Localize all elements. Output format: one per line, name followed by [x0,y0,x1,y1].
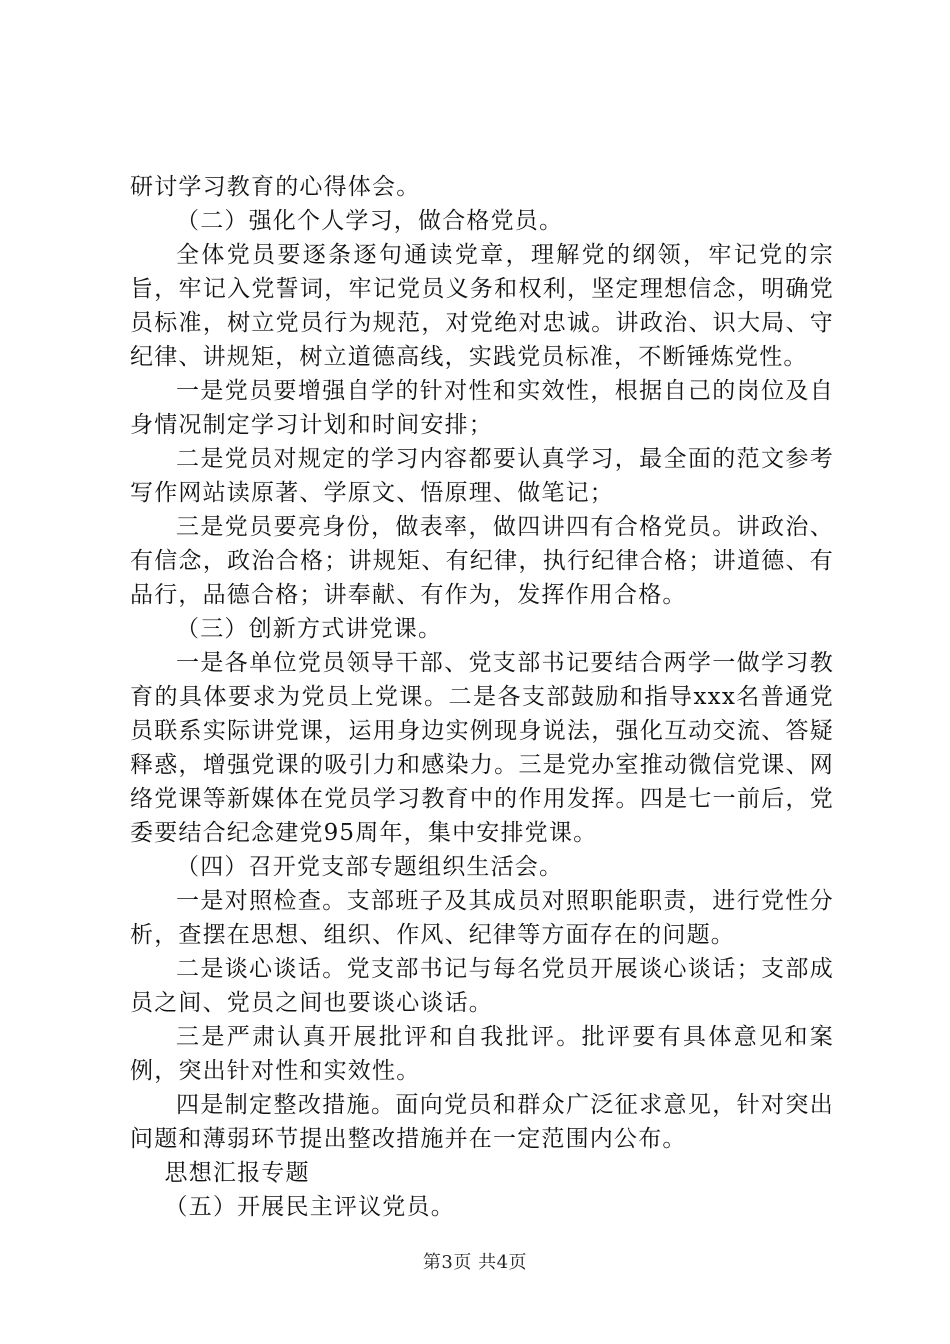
paragraph-11: 二是谈心谈话。党支部书记与每名党员开展谈心谈话；支部成员之间、党员之间也要谈心谈话。 [130,956,834,1016]
topic-label: 思想汇报专题 [164,1160,310,1186]
paragraph-8: 一是各单位党员领导干部、党支部书记要结合两学一做学习教育的具体要求为党员上党课。二是各支部鼓励和指导xxx名普通党员联系实际讲党课，运用身边实例现身说法，强化互动交流、答疑释惑，增强党课的吸引力和感染力。三是党办室推动微信党课、网络党课等新媒体在党员学习教育中的作用发挥。四是七一前后，党委要结合纪念建党95周年，集中安排党课。 [130,650,834,846]
paragraph-5: 二是党员对规定的学习内容都要认真学习，最全面的范文参考写作网站读原著、学原文、悟原理、做笔记； [130,446,834,506]
paragraph-6: 三是党员要亮身份，做表率，做四讲四有合格党员。讲政治、有信念，政治合格；讲规矩、有纪律，执行纪律合格；讲道德、有品行，品德合格；讲奉献、有作为，发挥作用合格。 [130,514,834,608]
page-number-footer: 第3页 共4页 [422,1252,528,1273]
paragraph-3: 全体党员要逐条逐句通读党章，理解党的纲领，牢记党的宗旨，牢记入党誓词，牢记党员义务和权利，坚定理想信念，明确党员标准，树立党员行为规范，对党绝对忠诚。讲政治、识大局、守纪律、讲规矩，树立道德高线，实践党员标准，不断锤炼党性。 [130,242,834,370]
section-heading-5: （五）开展民主评议党员。 [164,1194,455,1220]
paragraph-1: 研讨学习教育的心得体会。 [130,174,421,200]
paragraph-4: 一是党员要增强自学的针对性和实效性，根据自己的岗位及自身情况制定学习计划和时间安排； [130,378,834,438]
paragraph-12: 三是严肃认真开展批评和自我批评。批评要有具体意见和案例，突出针对性和实效性。 [130,1024,834,1084]
section-heading-4: （四）召开党支部专题组织生活会。 [176,854,564,880]
paragraph-10: 一是对照检查。支部班子及其成员对照职能职责，进行党性分析，查摆在思想、组织、作风、纪律等方面存在的问题。 [130,888,834,948]
paragraph-13: 四是制定整改措施。面向党员和群众广泛征求意见，针对突出问题和薄弱环节提出整改措施并在一定范围内公布。 [130,1092,834,1152]
section-heading-2: （二）强化个人学习，做合格党员。 [176,208,564,234]
section-heading-3: （三）创新方式讲党课。 [176,616,443,642]
document-body [130,170,834,1224]
